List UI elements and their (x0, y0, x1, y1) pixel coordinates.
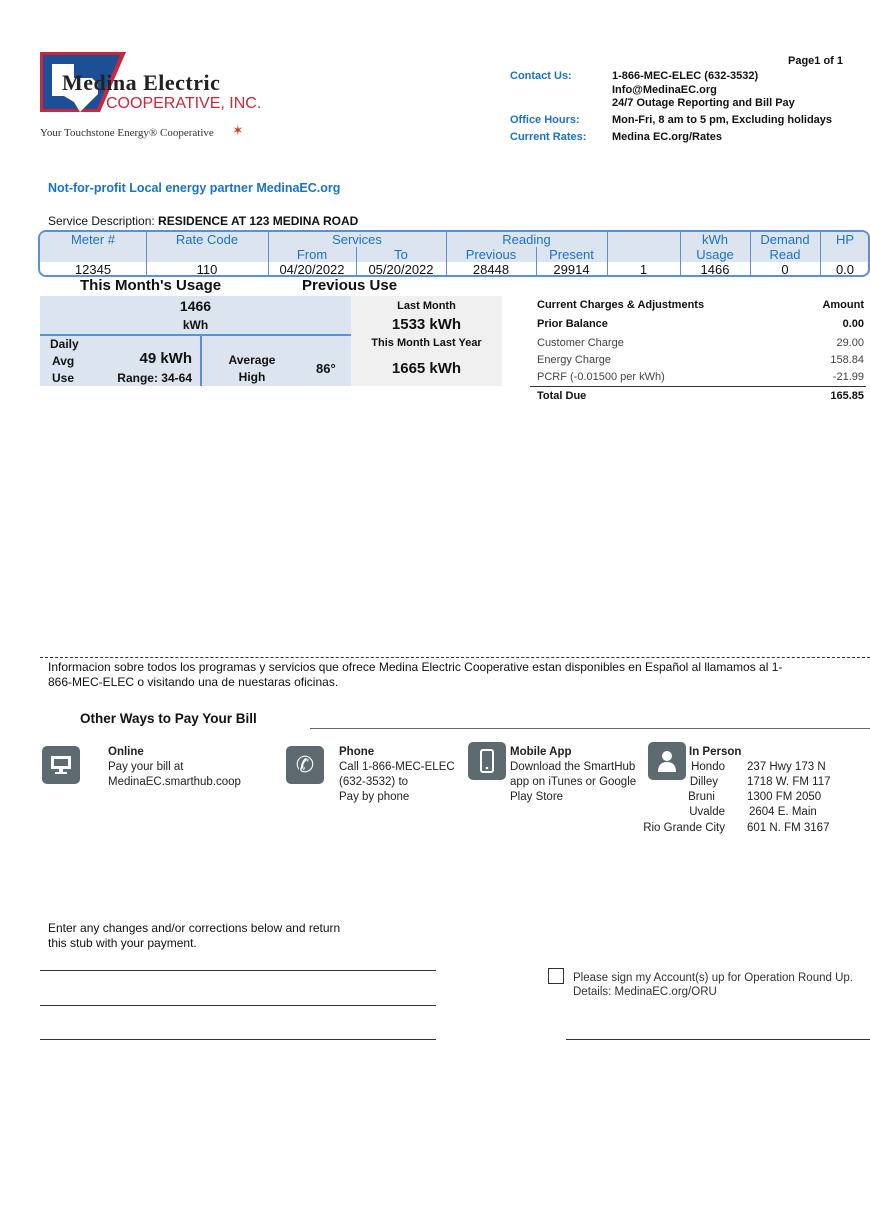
pay-title: Other Ways to Pay Your Bill (80, 711, 257, 726)
daily-label: Daily (50, 337, 79, 351)
office-address: 2604 E. Main (749, 806, 817, 818)
last-year-label: This Month Last Year (371, 337, 482, 349)
phone-text: Pay by phone (339, 791, 410, 803)
charge-value: 29.00 (836, 337, 864, 349)
usage-title: This Month's Usage (80, 277, 222, 294)
header-usage: Usage (696, 247, 734, 262)
office-hours: Mon-Fri, 8 am to 5 pm, Excluding holidays (612, 114, 833, 126)
logo-name: Medina Electric (62, 70, 221, 95)
hp: 0.0 (835, 262, 855, 277)
correction-line[interactable] (40, 1039, 436, 1040)
office-address: 601 N. FM 3167 (747, 822, 830, 834)
avg-label: Avg (52, 354, 75, 368)
spanish-notice: Informacion sobre todos los programas y servicios que ofrece Medina Electric Cooperative estan disponibles en Español al llamamos al 1-866-MEC-ELEC o visitando una de nuestaras oficinas. (48, 660, 783, 689)
office-city: Hondo (691, 761, 725, 773)
charge-label: Energy Charge (537, 354, 611, 366)
charges-header: Current Charges & Adjustments (537, 299, 705, 311)
contact-email[interactable]: Info@MedinaEC.org (612, 84, 717, 96)
office-city: Bruni (688, 791, 715, 803)
usage-unit: kWh (182, 318, 209, 332)
charge-value: 158.84 (830, 354, 864, 366)
service-to: 05/20/2022 (368, 262, 434, 277)
charge-label: Customer Charge (537, 337, 624, 349)
previous-use-title: Previous Use (302, 277, 398, 294)
stub-instructions: this stub with your payment. (48, 936, 197, 950)
contact-outage: 24/7 Outage Reporting and Bill Pay (612, 97, 795, 109)
touchstone-icon: ✶ (232, 122, 244, 138)
tear-line (40, 657, 870, 658)
stub-instructions: Enter any changes and/or corrections below and return (48, 921, 341, 935)
charge-label: PCRF (-0.01500 per kWh) (537, 371, 665, 383)
phone-icon: ✆ (286, 746, 324, 784)
phone-title: Phone (339, 746, 375, 758)
office-address: 1300 FM 2050 (747, 791, 822, 803)
daily-avg: 49 kWh (139, 350, 192, 367)
header-demand: Demand (760, 232, 810, 247)
amount-header: Amount (822, 299, 864, 311)
roundup-details: Details: MedinaEC.org/ORU (573, 986, 717, 998)
demand-read: 0 (781, 262, 789, 277)
average-label: Average (228, 353, 276, 367)
office-city: Uvalde (689, 806, 725, 818)
service-label: Service Description: (48, 214, 159, 228)
hours-label: Office Hours: (510, 114, 580, 126)
roundup-checkbox[interactable] (548, 968, 564, 984)
app-text: Play Store (510, 791, 564, 803)
page-number: Page1 of 1 (788, 55, 844, 67)
office-address: 1718 W. FM 117 (747, 776, 831, 788)
header-rate-code: Rate Code (175, 232, 239, 247)
header-meter: Meter # (70, 232, 116, 247)
correction-line[interactable] (40, 1005, 436, 1006)
office-address: 237 Hwy 173 N (747, 761, 826, 773)
header-reading: Reading (502, 232, 551, 247)
current-rates[interactable]: Medina EC.org/Rates (612, 131, 723, 143)
header-services: Services (332, 232, 382, 247)
meter-table (38, 230, 870, 277)
reading-previous: 28448 (472, 262, 510, 277)
logo-tagline: Your Touchstone Energy® Cooperative (40, 127, 214, 139)
phone-text: Call 1-866-MEC-ELEC (339, 761, 455, 773)
monitor-icon (42, 746, 80, 784)
total-due: 165.85 (830, 390, 864, 402)
header-present: Present (549, 247, 594, 262)
high-label: High (238, 370, 266, 384)
average-high-temp: 86° (316, 361, 336, 376)
app-text: app on iTunes or Google (510, 776, 637, 788)
logo-subtitle: COOPERATIVE, INC. (106, 95, 262, 112)
total-due-label: Total Due (537, 390, 587, 402)
multiplier: 1 (639, 262, 648, 277)
service-value: RESIDENCE AT 123 MEDINA ROAD (158, 214, 359, 228)
reading-present: 29914 (553, 262, 590, 277)
online-title: Online (108, 746, 144, 758)
meter-number: 12345 (74, 262, 112, 277)
header-previous: Previous (465, 247, 517, 262)
office-city: Dilley (689, 776, 718, 788)
online-url[interactable]: MedinaEC.smarthub.coop (108, 776, 241, 788)
office-city: Rio Grande City (643, 822, 725, 834)
app-title: Mobile App (510, 746, 572, 758)
charge-value: 0.00 (842, 318, 864, 330)
rate-code: 110 (196, 262, 218, 277)
last-month-label: Last Month (397, 300, 456, 312)
service-from: 04/20/2022 (279, 262, 345, 277)
usage-panel (40, 296, 502, 386)
kwh-usage: 1466 (700, 262, 730, 277)
last-year-value: 1665 kWh (391, 360, 462, 377)
charge-value: -21.99 (832, 371, 864, 383)
in-person-title: In Person (689, 746, 742, 758)
app-text: Download the SmartHub (510, 761, 636, 773)
online-text: Pay your bill at (108, 761, 184, 773)
header-hp: HP (835, 232, 855, 247)
usage-kwh: 1466 (179, 298, 212, 314)
signature-line[interactable] (566, 1039, 870, 1040)
roundup-text: Please sign my Account(s) up for Operation Round Up. (573, 972, 853, 984)
header-to: To (394, 247, 408, 262)
rates-label: Current Rates: (510, 131, 587, 143)
tagline: Not-for-profit Local energy partner MedinaEC.org (48, 181, 341, 195)
correction-line[interactable] (40, 970, 436, 971)
use-label: Use (52, 371, 75, 385)
header-read: Read (769, 247, 801, 262)
header-kwh: kWh (702, 232, 728, 247)
contact-label: Contact Us: (510, 70, 572, 82)
last-month-value: 1533 kWh (391, 316, 462, 333)
usage-range: Range: 34-64 (117, 371, 192, 385)
header-from: From (296, 247, 328, 262)
charge-label: Prior Balance (537, 318, 608, 330)
phone-text: (632-3532) to (339, 776, 409, 788)
service-description (48, 214, 358, 228)
mobile-icon (468, 742, 506, 780)
person-icon (648, 742, 686, 780)
contact-phone: 1-866-MEC-ELEC (632-3532) (612, 70, 759, 82)
